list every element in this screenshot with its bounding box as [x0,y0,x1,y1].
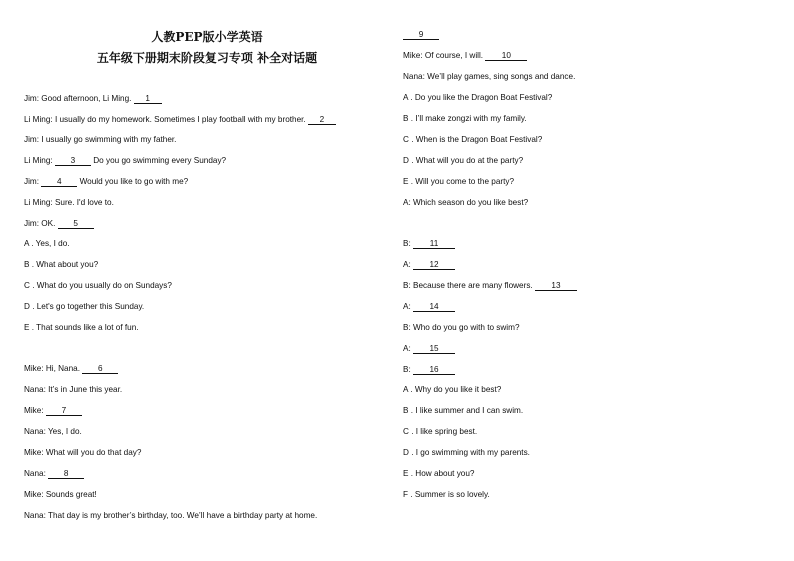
line-text: Mike: Hi, Nana. [24,364,83,373]
line-text: E . That sounds like a lot of fun. [24,323,139,332]
dialogue-line [403,281,577,291]
dialogue-line [403,177,514,187]
dialogue-line [403,323,520,333]
line-text: E . Will you come to the party? [403,177,515,186]
line-text: B . I’ll make zongzi with my family. [403,114,527,123]
dialogue-line [403,72,575,82]
line-text: Nana: Yes, I do. [24,427,82,436]
dialogue-line [24,135,176,145]
dialogue-line [24,385,122,395]
line-text: Mike: [24,406,46,415]
dialogue-line [403,51,527,61]
line-text: Mike: What will you do that day? [24,448,142,457]
line-text: A . Yes, I do. [24,239,70,248]
dialogue-line [24,115,336,125]
dialogue-line [403,198,528,208]
line-text: A: [403,344,414,353]
dialogue-line [403,448,530,458]
answer-blank[interactable]: 14 [413,302,455,312]
dialogue-line [403,30,439,40]
answer-blank[interactable]: 11 [413,239,455,249]
dialogue-line [24,260,98,270]
page-title: 人教PEP版小学英语 [151,30,263,44]
dialogue-line [403,135,542,145]
answer-blank[interactable]: 1 [134,94,162,104]
line-text: B: Because there are many flowers. [403,281,535,290]
line-text: Mike: Sounds great! [24,490,97,499]
answer-blank[interactable]: 3 [55,156,91,166]
line-text: Jim: I usually go swimming with my father. [24,135,177,144]
line-text: B: [403,239,414,248]
line-text: A: Which season do you like best? [403,198,529,207]
line-text: Jim: OK. [24,219,58,228]
dialogue-line [24,156,226,166]
dialogue-line [403,406,523,416]
dialogue-line [24,406,82,416]
dialogue-line [403,385,501,395]
line-text: Li Ming: [24,156,55,165]
dialogue-line [24,302,144,312]
page-subtitle: 五年级下册期末阶段复习专项 补全对话题 [96,51,318,65]
line-text: Li Ming: Sure. I'd love to. [24,198,114,207]
dialogue-line [403,93,552,103]
line-text: Mike: Of course, I will. [403,51,486,60]
line-text: A . Why do you like it best? [403,385,502,394]
dialogue-line [24,281,172,291]
line-text: A: [403,302,414,311]
answer-blank[interactable]: 12 [413,260,455,270]
line-text: C . What do you usually do on Sundays? [24,281,172,290]
dialogue-line [24,511,317,521]
line-text: Li Ming: I usually do my homework. Sometimes I play football with my brother. [24,115,308,124]
line-text: Jim: [24,177,42,186]
answer-blank[interactable]: 16 [413,365,455,375]
dialogue-line [403,490,490,500]
dialogue-line [24,364,118,374]
answer-blank[interactable]: 10 [485,51,527,61]
line-text: B . What about you? [24,260,99,269]
dialogue-line [403,239,455,249]
line-text: D . I go swimming with my parents. [403,448,530,457]
line-text: Do you go swimming every Sunday? [90,156,227,165]
dialogue-line [403,156,523,166]
line-text: F . Summer is so lovely. [403,490,490,499]
dialogue-line [403,344,455,354]
line-text: Would you like to go with me? [77,177,189,186]
dialogue-line [24,323,139,333]
line-text: C . When is the Dragon Boat Festival? [403,135,543,144]
dialogue-line [403,114,527,124]
line-text: B: Who do you go with to swim? [403,323,520,332]
line-text: D . Let's go together this Sunday. [24,302,145,311]
line-text: B: [403,365,414,374]
line-text: Nana: [24,469,49,478]
dialogue-line [24,177,188,187]
dialogue-line [24,198,114,208]
line-text: E . How about you? [403,469,475,478]
answer-blank[interactable]: 2 [308,115,336,125]
answer-blank[interactable]: 15 [413,344,455,354]
line-text: Nana: That day is my brother’s birthday, too. We’ll have a birthday party at home. [24,511,318,520]
dialogue-line [24,469,84,479]
line-text: B . I like summer and I can swim. [403,406,524,415]
line-text: A: [403,260,414,269]
answer-blank[interactable]: 7 [46,406,82,416]
answer-blank[interactable]: 4 [41,177,77,187]
dialogue-line [24,427,82,437]
answer-blank[interactable]: 6 [82,364,118,374]
dialogue-line [24,219,94,229]
line-text: Nana: We’ll play games, sing songs and dance. [403,72,576,81]
line-text: Jim: Good afternoon, Li Ming. [24,94,134,103]
dialogue-line [24,239,70,249]
answer-blank[interactable]: 9 [403,30,439,40]
line-text: Nana: It’s in June this year. [24,385,123,394]
dialogue-line [403,260,455,270]
dialogue-line [403,302,455,312]
dialogue-line [24,94,162,104]
dialogue-line [24,448,141,458]
dialogue-line [403,365,455,375]
line-text: A . Do you like the Dragon Boat Festival? [403,93,553,102]
answer-blank[interactable]: 5 [58,219,94,229]
dialogue-line [24,490,97,500]
answer-blank[interactable]: 13 [535,281,577,291]
dialogue-line [403,427,477,437]
line-text: D . What will you do at the party? [403,156,524,165]
line-text: C . I like spring best. [403,427,478,436]
answer-blank[interactable]: 8 [48,469,84,479]
dialogue-line [403,469,474,479]
